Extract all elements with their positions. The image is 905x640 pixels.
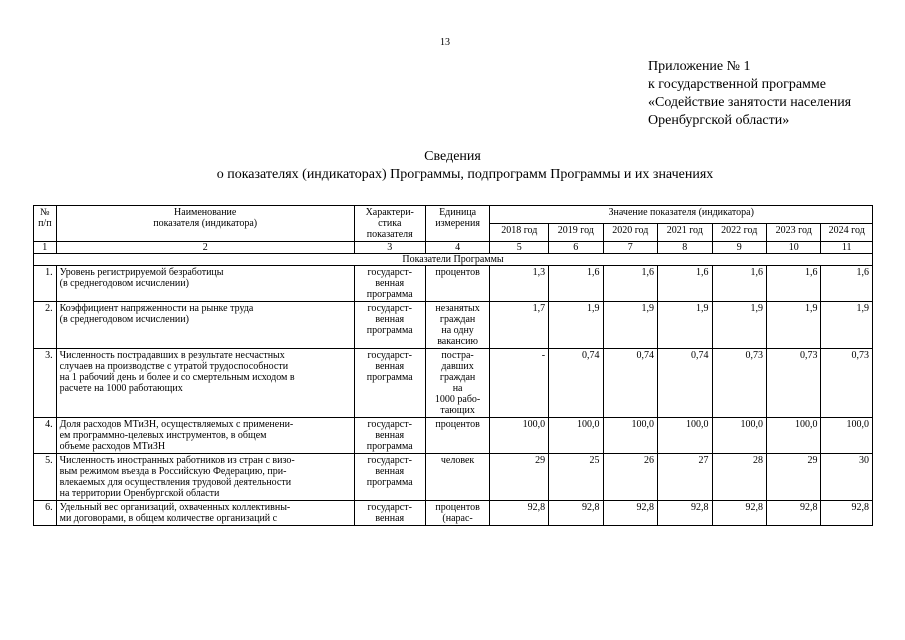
table-row: [34, 266, 873, 302]
indicator-value: 29: [767, 454, 821, 501]
indicator-unit: процентов: [425, 266, 490, 302]
table-row: [34, 454, 873, 501]
row-number: 4.: [34, 418, 57, 454]
indicator-value: 100,0: [767, 418, 821, 454]
header-value-group: Значение показателя (индикатора): [490, 206, 873, 224]
indicator-value: 0,74: [603, 349, 657, 418]
table-row: [34, 418, 873, 454]
page-number: 13: [440, 37, 450, 48]
header-unit: Единица измерения: [425, 206, 490, 242]
indicator-value: 1,6: [712, 266, 766, 302]
header-year: 2024 год: [821, 224, 873, 242]
indicator-characteristic: государст- венная программа: [354, 266, 425, 302]
table-row: [34, 501, 873, 526]
header-year: 2022 год: [712, 224, 766, 242]
indicator-value: 0,73: [767, 349, 821, 418]
table-row: [34, 349, 873, 418]
column-index: 9: [712, 242, 766, 254]
appendix-line: к государственной программе: [648, 77, 826, 92]
indicator-value: 1,3: [490, 266, 549, 302]
indicator-value: 92,8: [658, 501, 712, 526]
indicator-characteristic: государст- венная программа: [354, 418, 425, 454]
table-body: [34, 242, 873, 526]
header-characteristic: Характери- стика показателя: [354, 206, 425, 242]
indicator-unit: постра- давших граждан на 1000 рабо- тающих: [425, 349, 490, 418]
indicator-value: 100,0: [658, 418, 712, 454]
table-header: [34, 206, 873, 242]
indicators-table: [33, 205, 873, 526]
header-year: 2018 год: [490, 224, 549, 242]
appendix-heading: [648, 58, 851, 130]
indicator-value: 0,73: [712, 349, 766, 418]
indicator-value: 92,8: [490, 501, 549, 526]
indicator-value: 100,0: [603, 418, 657, 454]
column-index: 1: [34, 242, 57, 254]
column-index: 4: [425, 242, 490, 254]
column-index: 11: [821, 242, 873, 254]
title-line: о показателях (индикаторах) Программы, подпрограмм Программы и их значениях: [216, 167, 714, 182]
indicator-value: 1,9: [603, 302, 657, 349]
header-name: Наименование показателя (индикатора): [56, 206, 354, 242]
header-num: № п/п: [34, 206, 57, 242]
column-index: 8: [658, 242, 712, 254]
section-title: Показатели Программы: [34, 254, 873, 266]
indicator-value: 0,74: [549, 349, 603, 418]
column-index: 7: [603, 242, 657, 254]
row-number: 6.: [34, 501, 57, 526]
indicator-value: 100,0: [549, 418, 603, 454]
header-year: 2023 год: [767, 224, 821, 242]
table-row: [34, 302, 873, 349]
appendix-line: Оренбургской области»: [648, 113, 790, 128]
column-index: 6: [549, 242, 603, 254]
indicator-value: 92,8: [712, 501, 766, 526]
indicator-value: -: [490, 349, 549, 418]
indicator-unit: процентов: [425, 418, 490, 454]
indicator-characteristic: государст- венная программа: [354, 302, 425, 349]
appendix-line: «Содействие занятости населения: [648, 95, 852, 110]
row-number: 5.: [34, 454, 57, 501]
indicator-value: 1,7: [490, 302, 549, 349]
indicator-value: 1,6: [549, 266, 603, 302]
indicator-value: 1,6: [821, 266, 873, 302]
title-line: Сведения: [424, 149, 481, 164]
document-title: [0, 148, 905, 184]
indicator-value: 1,9: [767, 302, 821, 349]
indicator-value: 1,9: [821, 302, 873, 349]
indicator-value: 100,0: [821, 418, 873, 454]
indicator-value: 92,8: [821, 501, 873, 526]
indicator-value: 92,8: [603, 501, 657, 526]
header-row: [34, 206, 873, 224]
indicator-value: 1,9: [658, 302, 712, 349]
section-row: [34, 254, 873, 266]
indicator-value: 1,6: [767, 266, 821, 302]
indicator-name: Численность пострадавших в результате несчастных случаев на производстве с утратой трудоспособности на 1 рабочий день и более и со смертельным исходом в расчете на 1000 работающих: [56, 349, 354, 418]
column-index: 3: [354, 242, 425, 254]
indicator-value: 1,9: [712, 302, 766, 349]
row-number: 1.: [34, 266, 57, 302]
indicator-value: 1,6: [603, 266, 657, 302]
appendix-line: Приложение № 1: [648, 59, 751, 74]
indicator-unit: незанятых граждан на одну вакансию: [425, 302, 490, 349]
indicator-characteristic: государст- венная: [354, 501, 425, 526]
indicator-value: 1,9: [549, 302, 603, 349]
header-year: 2019 год: [549, 224, 603, 242]
indicator-unit: процентов (нарас-: [425, 501, 490, 526]
indicator-value: 29: [490, 454, 549, 501]
indicator-name: Коэффициент напряженности на рынке труда (в среднегодовом исчислении): [56, 302, 354, 349]
indicator-characteristic: государст- венная программа: [354, 349, 425, 418]
indicator-value: 28: [712, 454, 766, 501]
indicator-value: 92,8: [549, 501, 603, 526]
indicator-name: Уровень регистрируемой безработицы (в среднегодовом исчислении): [56, 266, 354, 302]
indicator-value: 100,0: [712, 418, 766, 454]
indicator-value: 30: [821, 454, 873, 501]
indicator-name: Доля расходов МТиЗН, осуществляемых с применени- ем программно-целевых инструментов, в общем объеме расходов МТиЗН: [56, 418, 354, 454]
column-index-row: [34, 242, 873, 254]
indicator-name: Численность иностранных работников из стран с визо- вым режимом въезда в Российскую Федерацию, при- влекаемых для осуществления трудовой деятельности на территории Оренбургской области: [56, 454, 354, 501]
indicator-value: 27: [658, 454, 712, 501]
indicator-value: 100,0: [490, 418, 549, 454]
indicator-value: 92,8: [767, 501, 821, 526]
indicator-value: 0,74: [658, 349, 712, 418]
indicator-characteristic: государст- венная программа: [354, 454, 425, 501]
column-index: 5: [490, 242, 549, 254]
row-number: 2.: [34, 302, 57, 349]
indicator-value: 0,73: [821, 349, 873, 418]
indicator-value: 25: [549, 454, 603, 501]
row-number: 3.: [34, 349, 57, 418]
header-year: 2021 год: [658, 224, 712, 242]
indicator-value: 1,6: [658, 266, 712, 302]
column-index: 10: [767, 242, 821, 254]
column-index: 2: [56, 242, 354, 254]
indicator-unit: человек: [425, 454, 490, 501]
indicator-value: 26: [603, 454, 657, 501]
header-year: 2020 год: [603, 224, 657, 242]
indicator-name: Удельный вес организаций, охваченных коллективны- ми договорами, в общем количестве организаций с: [56, 501, 354, 526]
